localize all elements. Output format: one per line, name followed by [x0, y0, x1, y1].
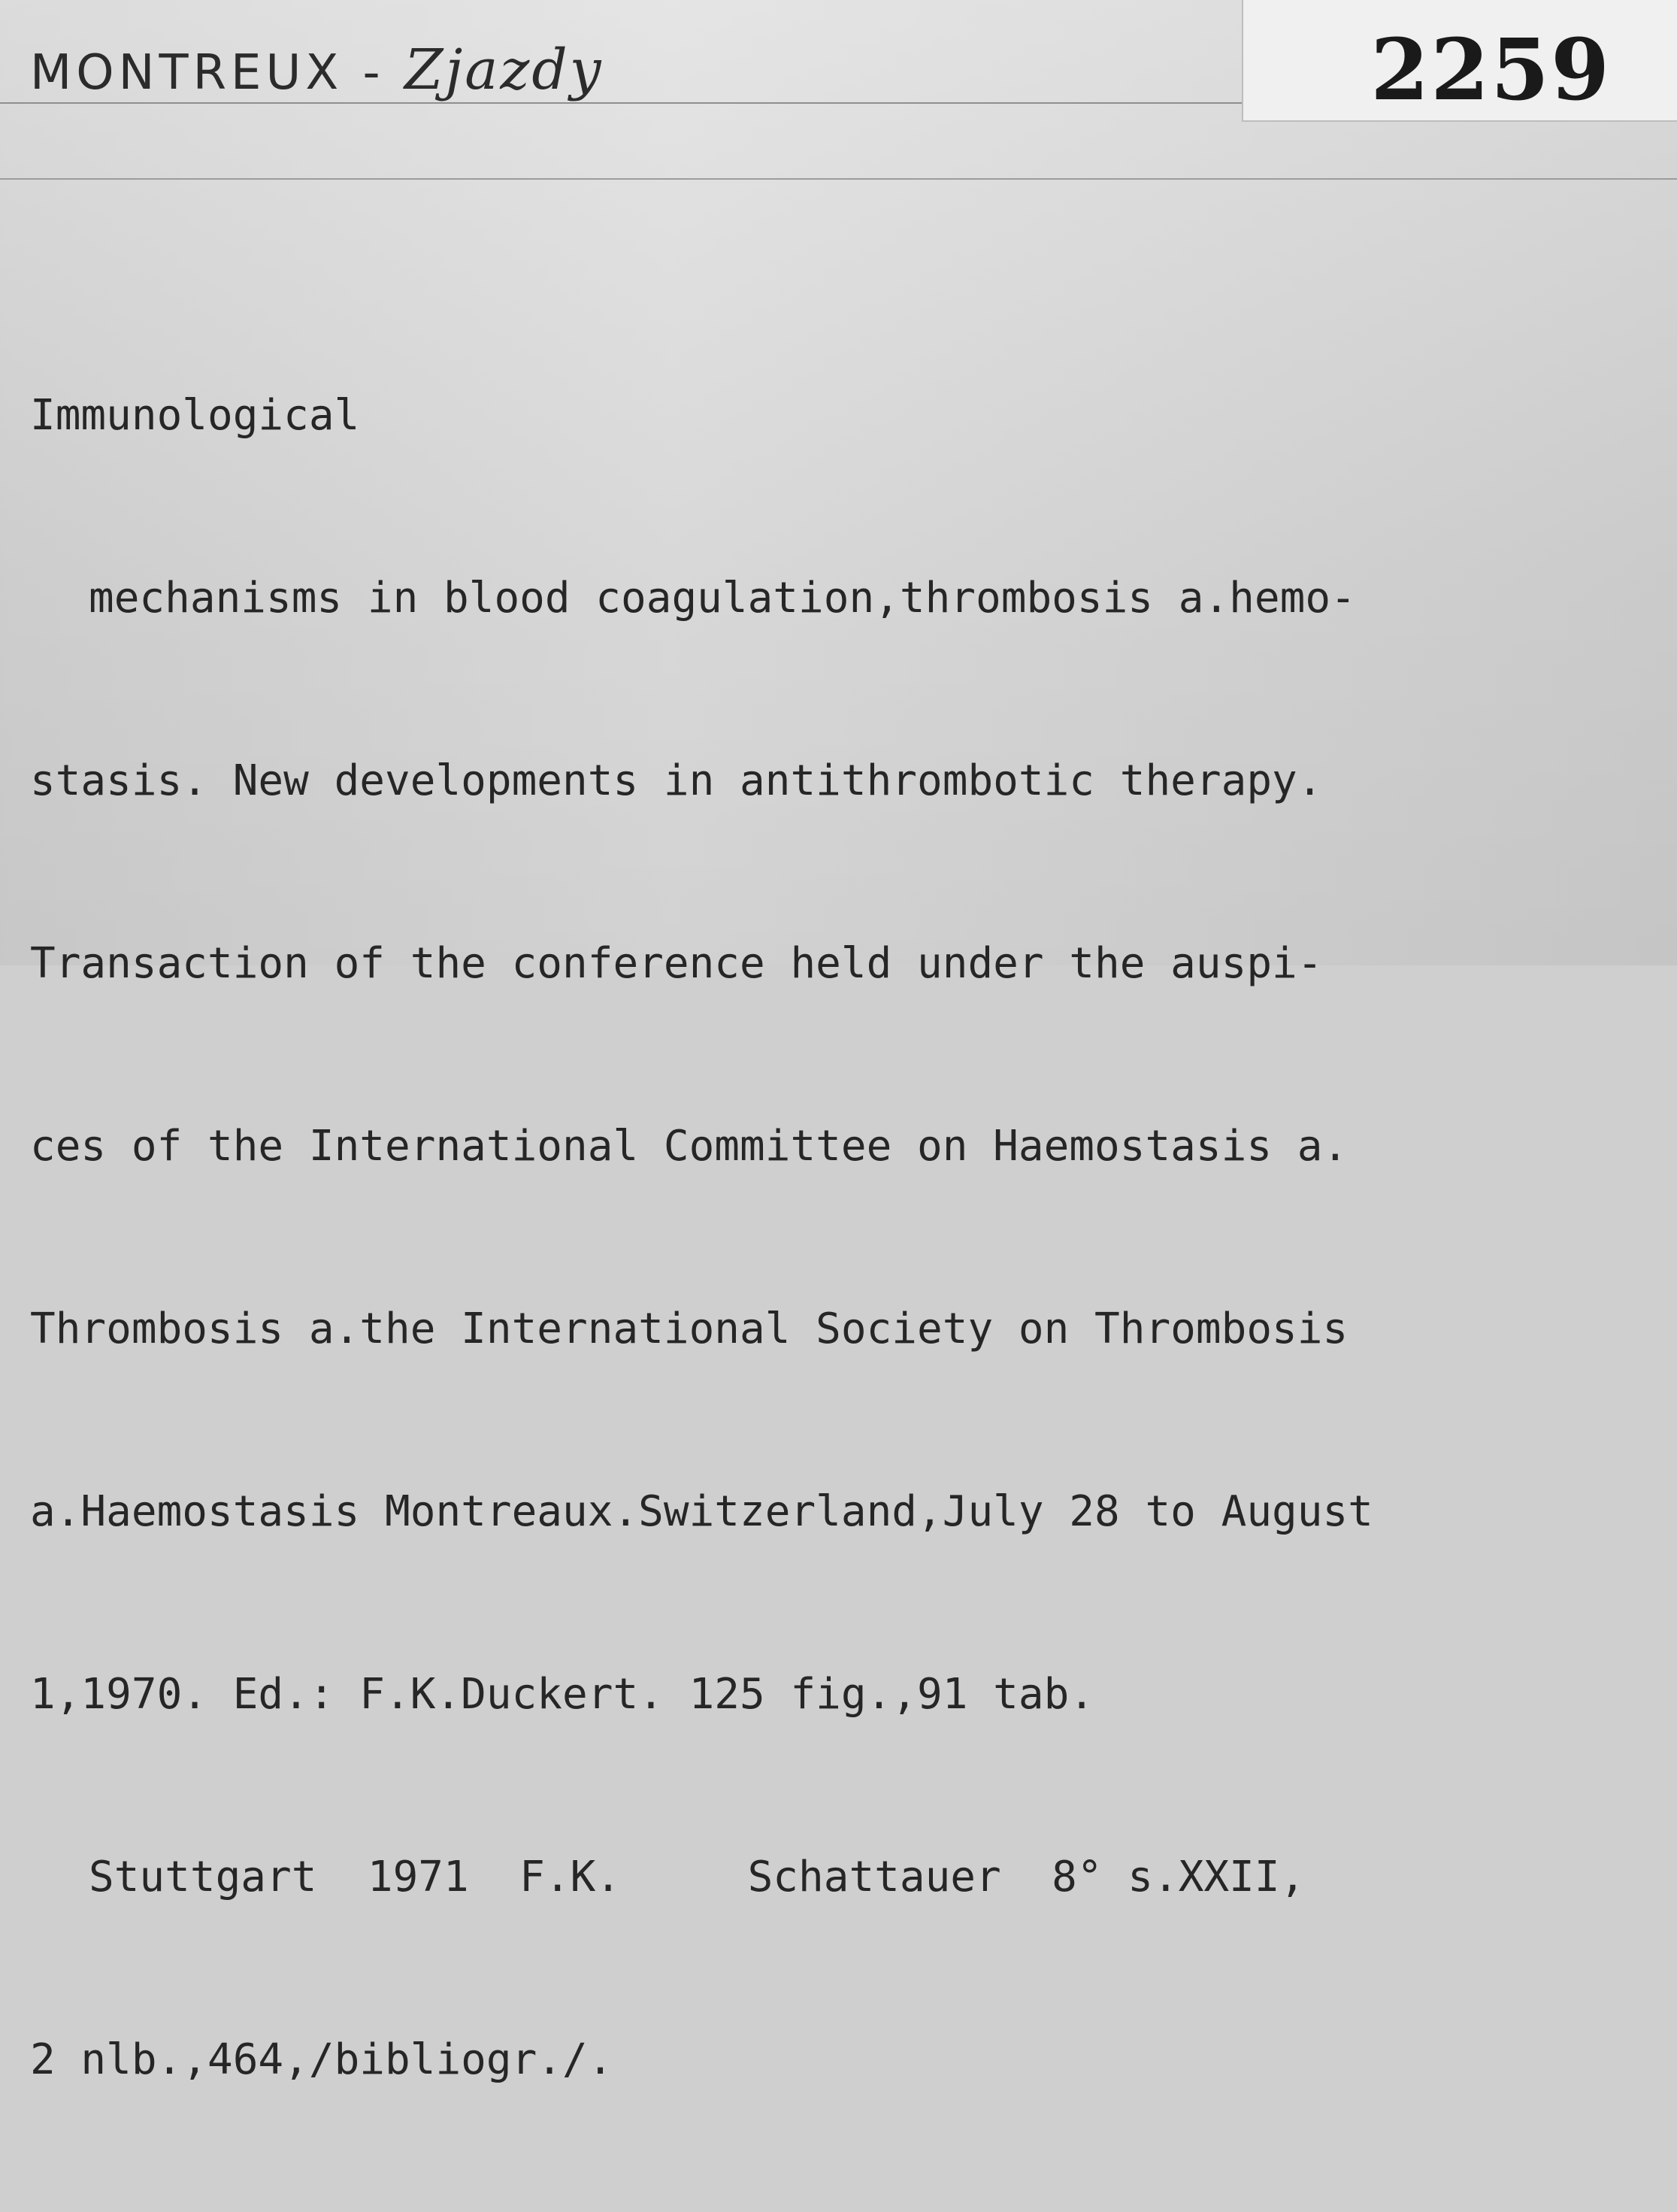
- entry-line: Stuttgart 1971 F.K. Schattauer 8° s.XXII,: [89, 1853, 1306, 1901]
- entry-line: Immunological: [30, 391, 360, 440]
- entry-line: stasis. New developments in antithrombotic therapy.: [30, 756, 1323, 805]
- entry-line: a.Haemostasis Montreaux.Switzerland,July 28 to August: [30, 1487, 1373, 1536]
- entry-line: 2 nlb.,464,/bibliogr./.: [30, 2035, 613, 2084]
- header-divider: [0, 178, 1677, 180]
- heading-main: MONTREUX -: [30, 45, 385, 101]
- heading-sub: Zjazdy: [404, 38, 604, 102]
- heading-underline: [0, 102, 1248, 104]
- entry-line: ces of the International Committee on Haemostasis a.: [30, 1122, 1349, 1171]
- catalog-number-box: [1242, 0, 1677, 122]
- catalog-number: 2259: [1370, 21, 1611, 120]
- entry-line: mechanisms in blood coagulation,thrombosis a.hemo-: [89, 574, 1356, 623]
- entry-line: 1,1970. Ed.: F.K.Duckert. 125 fig.,91 tab.: [30, 1670, 1095, 1719]
- entry-line: Thrombosis a.the International Society on Thrombosis: [30, 1304, 1349, 1353]
- entry-text: [30, 263, 1654, 2212]
- entry-line: Transaction of the conference held under the auspi-: [30, 939, 1323, 988]
- card-heading: [30, 38, 604, 102]
